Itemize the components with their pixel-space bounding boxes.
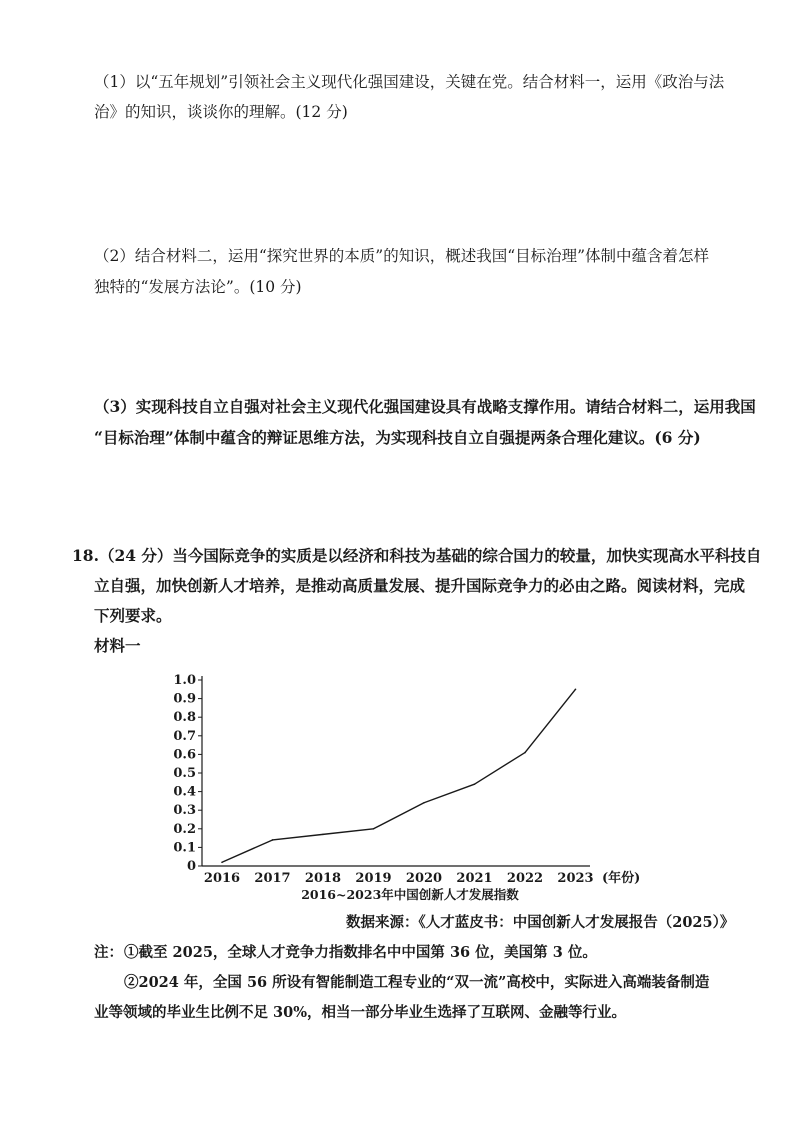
y-tick-label: 1.0: [173, 673, 196, 688]
x-tick-label: 2023: [557, 871, 594, 886]
y-tick-label: 0.3: [173, 803, 196, 819]
series-line: [222, 689, 576, 862]
x-tick-label: 2017: [254, 871, 291, 886]
innovation-talent-index-chart: [170, 668, 650, 908]
question-1-line-1: （1）以“五年规划”引领社会主义现代化强国建设，关键在党。结合材料一，运用《政治与法: [94, 73, 725, 91]
series-point: [272, 839, 274, 841]
question-3-line-2: “目标治理”体制中蕴含的辩证思维方法，为实现科技自立自强提两条合理化建议。(6 分): [94, 428, 701, 447]
series-point: [373, 828, 375, 830]
x-tick-label: 2016: [203, 871, 241, 886]
y-tick-label: 0.5: [173, 766, 196, 781]
x-tick-label: 2021: [456, 871, 493, 886]
question-2-line-2: 独特的“发展方法论”。(10 分): [94, 278, 302, 296]
question-18-line-2: 立自强，加快创新人才培养，是推动高质量发展、提升国际竞争力的必由之路。阅读材料，完成: [94, 576, 746, 595]
note-2-line-2: 业等领域的毕业生比例不足 30%，相当一部分毕业生选择了互联网、金融等行业。: [94, 1004, 627, 1021]
series-point: [575, 689, 577, 691]
x-axis-label: (年份): [602, 871, 641, 886]
chart-series: [221, 689, 576, 864]
y-tick-label: 0.7: [173, 728, 196, 744]
y-axis-ticks: [173, 673, 202, 874]
y-tick-label: 0.1: [173, 840, 196, 856]
question-2-line-1: （2）结合材料二，运用“探究世界的本质”的知识，概述我国“目标治理”体制中蕴含着怎样: [94, 247, 710, 265]
question-1-line-2: 治》的知识，谈谈你的理解。(12 分): [94, 103, 348, 121]
data-source: 数据来源：《人才蓝皮书：中国创新人才发展报告（2025）》: [346, 914, 735, 931]
x-tick-label: 2020: [405, 871, 443, 886]
series-point: [322, 834, 324, 836]
y-tick-label: 0: [186, 859, 196, 874]
question-18-line-1: 18.（24 分）当今国际竞争的实质是以经济和科技为基础的综合国力的较量，加快实现高水平科技自: [72, 546, 762, 565]
y-tick-label: 0.2: [173, 821, 196, 837]
y-tick-label: 0.4: [173, 784, 196, 800]
note-2-line-1: ②2024 年，全国 56 所设有智能制造工程专业的“双一流”高校中，实际进入高端装备制造: [124, 974, 710, 991]
x-tick-label: 2019: [355, 871, 392, 886]
chart-title: 2016~2023年中国创新人才发展指数: [301, 887, 519, 902]
y-tick-label: 0.6: [173, 747, 196, 763]
y-tick-label: 0.9: [173, 691, 196, 707]
question-18-line-3: 下列要求。: [94, 606, 172, 625]
series-point: [423, 802, 425, 804]
x-tick-label: 2022: [506, 871, 544, 886]
chart-axes: [202, 676, 590, 866]
note-1: ①截至 2025，全球人才竞争力指数排名中中国第 36 位，美国第 3 位。: [124, 944, 597, 961]
x-axis-ticks: [204, 871, 594, 886]
question-3-line-1: （3）实现科技自立自强对社会主义现代化强国建设具有战略支撑作用。请结合材料二，运用我国: [94, 397, 756, 416]
series-point: [221, 861, 223, 863]
series-point: [474, 783, 476, 785]
series-point: [524, 752, 526, 754]
material-one-label: 材料一: [94, 636, 141, 655]
x-tick-label: 2018: [304, 871, 342, 886]
y-tick-label: 0.8: [173, 710, 196, 726]
note-prefix: 注：: [94, 944, 123, 961]
